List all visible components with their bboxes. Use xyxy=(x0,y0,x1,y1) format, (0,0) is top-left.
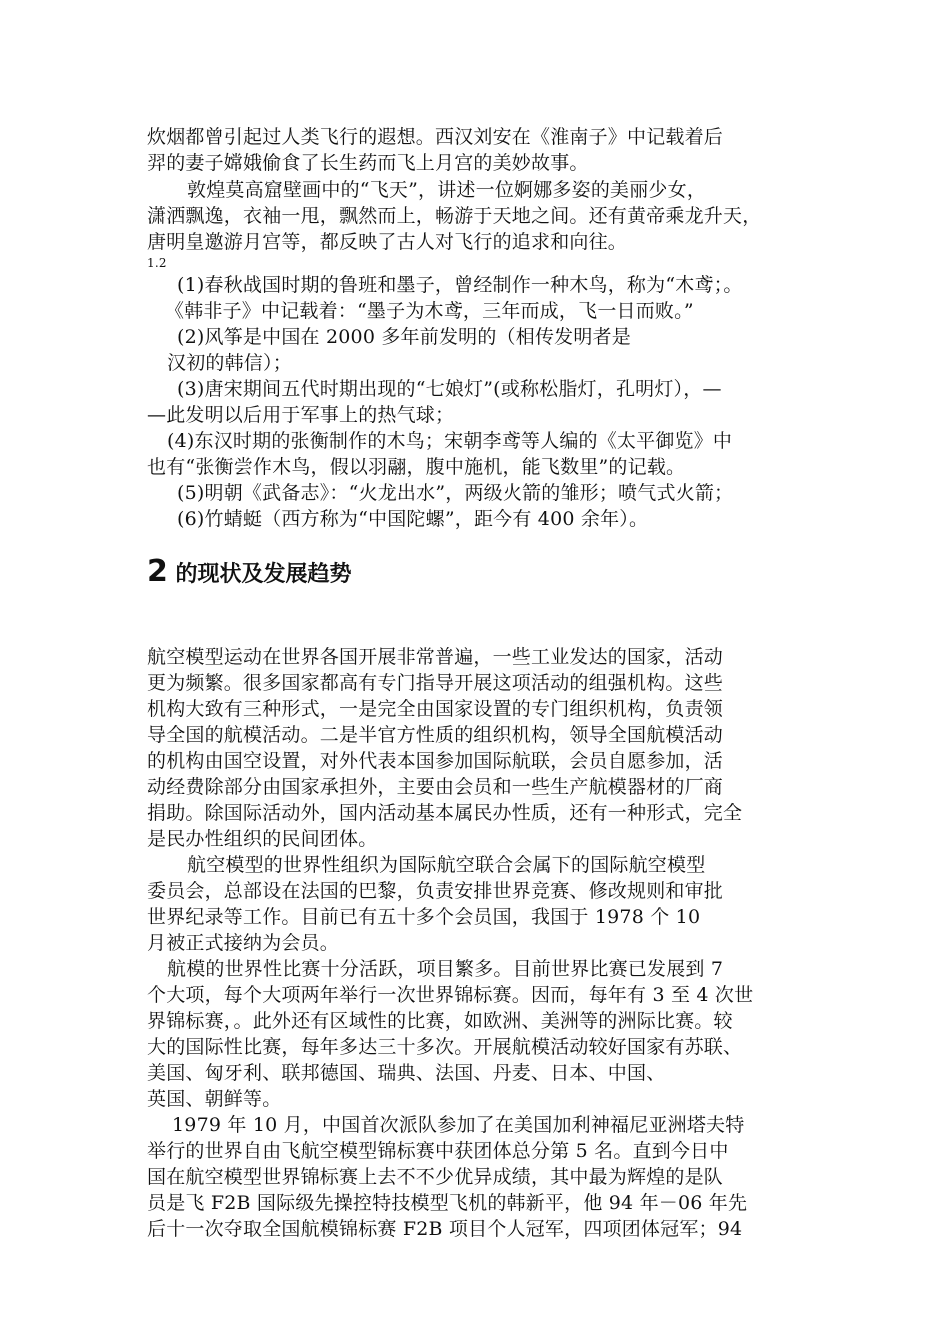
body-line: 导全国的航模活动。二是半官方性质的组织机构，领导全国航模活动 xyxy=(147,724,724,746)
body-line: 捐助。除国际活动外，国内活动基本属民办性质，还有一种形式，完全 xyxy=(147,802,743,824)
body-line: 美国、匈牙利、联邦德国、瑞典、法国、丹麦、日本、中国、 xyxy=(147,1062,666,1084)
body-line: 是民办性组织的民间团体。 xyxy=(147,828,378,850)
section-heading-number: 2 xyxy=(147,554,168,589)
body-line: 个大项，每个大项两年举行一次世界锦标赛。因而，每年有 3 至 4 次世 xyxy=(147,984,754,1006)
body-line: 航模的世界性比赛十分活跃，项目繁多。目前世界比赛已发展到 7 xyxy=(167,958,724,980)
intro-line: 羿的妻子嫦娥偷食了长生药而飞上月宫的美妙故事。 xyxy=(147,152,589,174)
history-line: 也有“张衡尝作木鸟，假以羽翮，腹中施机，能飞数里”的记载。 xyxy=(147,456,686,478)
history-line: (1)春秋战国时期的鲁班和墨子，曾经制作一种木鸟，称为“木鸢；。 xyxy=(177,274,743,296)
body-line: 国在航空模型世界锦标赛上去不不少优异成绩，其中最为辉煌的是队 xyxy=(147,1166,724,1188)
body-line: 大的国际性比赛，每年多达三十多次。开展航模活动较好国家有苏联、 xyxy=(147,1036,743,1058)
history-line: (3)唐宋期间五代时期出现的“七娘灯”(或称松脂灯，孔明灯），— xyxy=(177,378,722,400)
body-line: 委员会，总部设在法国的巴黎，负责安排世界竞赛、修改规则和审批 xyxy=(147,880,724,902)
body-line: 1979 年 10 月，中国首次派队参加了在美国加利神福尼亚洲塔夫特 xyxy=(172,1114,745,1136)
history-line: 《韩非子》中记载着：“墨子为木鸢，三年而成，飞一日而败。” xyxy=(165,300,694,322)
body-line: 英国、朝鲜等。 xyxy=(147,1088,282,1110)
body-line: 机构大致有三种形式，一是完全由国家设置的专门组织机构，负责领 xyxy=(147,698,724,720)
intro-line: 炊烟都曾引起过人类飞行的遐想。西汉刘安在《淮南子》中记载着后 xyxy=(147,126,724,148)
history-line: (2)风筝是中国在 2000 多年前发明的（相传发明者是 xyxy=(177,326,631,348)
body-line: 后十一次夺取全国航模锦标赛 F2B 项目个人冠军，四项团体冠军；94 xyxy=(147,1218,743,1240)
body-line: 航空模型的世界性组织为国际航空联合会属下的国际航空模型 xyxy=(187,854,706,876)
body-line: 更为频繁。很多国家都高有专门指导开展这项活动的组强机构。这些 xyxy=(147,672,724,694)
body-line: 世界纪录等工作。目前已有五十多个会员国，我国于 1978 个 10 xyxy=(147,906,701,928)
intro-line: 唐明皇邀游月宫等，都反映了古人对飞行的追求和向往。 xyxy=(147,231,628,253)
body-line: 举行的世界自由飞航空模型锦标赛中获团体总分第 5 名。直到今日中 xyxy=(147,1140,729,1162)
body-line: 界锦标赛，。此外还有区域性的比赛，如欧洲、美洲等的洲际比赛。较 xyxy=(147,1010,733,1032)
history-line: (5)明朝《武备志》：“火龙出水”，两级火箭的雏形；喷气式火箭； xyxy=(177,482,734,504)
body-line: 动经费除部分由国家承担外，主要由会员和一些生产航模器材的厂商 xyxy=(147,776,724,798)
history-line: 汉初的韩信）； xyxy=(167,352,292,374)
intro-line: 敦煌莫高窟壁画中的“飞天”，讲述一位婀娜多姿的美丽少女， xyxy=(187,179,707,201)
intro-line: 潇洒飘逸，衣袖一甩，飘然而上，畅游于天地之间。还有黄帝乘龙升天， xyxy=(147,205,762,227)
body-line: 的机构由国空设置，对外代表本国参加国际航联，会员自愿参加，活 xyxy=(147,750,724,772)
body-line: 月被正式接纳为会员。 xyxy=(147,932,340,954)
body-line: 航空模型运动在世界各国开展非常普遍，一些工业发达的国家，活动 xyxy=(147,646,724,668)
history-line: —此发明以后用于军事上的热气球； xyxy=(147,404,455,426)
history-line: (4)东汉时期的张衡制作的木鸟；宋朝李鸢等人编的《太平御览》中 xyxy=(167,430,733,452)
section-heading xyxy=(147,556,352,591)
history-line: (6)竹蜻蜓（西方称为“中国陀螺”，距今有 400 余年）。 xyxy=(177,508,649,530)
section-heading-text: 的现状及发展趋势 xyxy=(167,562,352,587)
section-marker: 1.2 xyxy=(147,256,167,270)
body-line: 员是飞 F2B 国际级先操控特技模型飞机的韩新平，他 94 年－06 年先 xyxy=(147,1192,748,1214)
